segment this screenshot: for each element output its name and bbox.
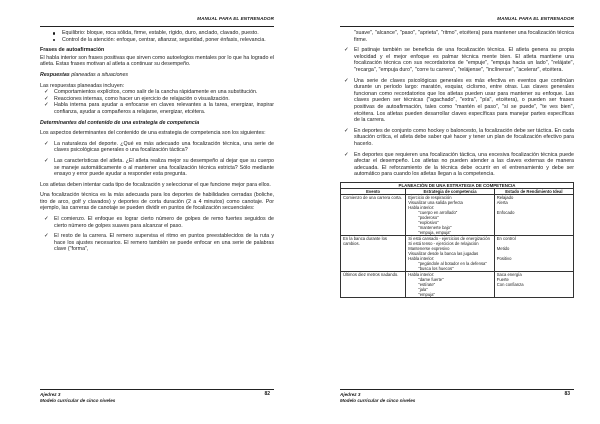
cell-line: Comienzo de una carrera corta.: [343, 194, 402, 200]
cell-line: Con confianza: [496, 281, 524, 287]
list-item: Equilibrio: bloque, roca sólida, firme, estable, rígido, duro, anclado, clavado, puesto.: [48, 30, 274, 37]
paragraph: Una focalización técnica es la más adecuada para los deportes de habilidades cerradas (boliche, tiro de arco, golf y clavados) y deportes de corta duración (2 a 4 minutos) como canotaje. Por ejemplo, las carreras de canotaje se pueden dividir en puntos de focalización secuenciales:: [40, 192, 274, 212]
footer-line: Ajedrez 3: [40, 392, 61, 397]
list-item: ✓ El patinaje también se beneficia de una focalización técnica. El atleta genera su propia velocidad y el mejor enfoque es palmar técnica mente bien. El atleta mantiene una focalización técnica con sus recordatorios de "empuje", "empuja hacia un lado", "relájate", "recarga", "empuja duro", "corre tu carrera", "relájense", "inclínense", "acelerar", etcétera.: [340, 47, 574, 73]
cell-line: En la banca durante los cambios.: [343, 235, 387, 246]
cell-line: "pegándole al botador en la defensa": [418, 260, 487, 266]
cell-line: Habla interior:: [408, 255, 435, 261]
right-page-body: [340, 30, 574, 298]
cell-line: Mantenerse expresivo: [408, 245, 450, 251]
cell-line: Saca energía: [496, 271, 522, 277]
section-heading: Frases de autoafirmación: [40, 47, 105, 54]
table-header: Evento: [341, 188, 406, 194]
cell-line: Habla interior:: [408, 271, 435, 277]
heading-bold: Respuestas: [40, 71, 70, 78]
cell-line: Si está tenso - ejercicios de relajación: [408, 240, 479, 246]
list-item: ✓ Reacciones internas, como hacer un ejercicio de relajación o visualización.: [40, 96, 274, 103]
cell-line: Últimos diez metros nadando.: [343, 271, 399, 277]
check-list: [40, 89, 274, 115]
list-item: ✓ Habla interna para ayudar a enfocarse en claves relevantes a la tarea, energizar, inspirar confianza, ayudar a compañeros a relajarse, energizar, etcétera.: [40, 102, 274, 115]
cell-line: "estírate": [418, 281, 436, 287]
table-cell: [406, 194, 495, 235]
list-item: ✓ El comienzo. El enfoque es lograr cierto número de golpes de remo fuertes seguidos de cierto número de golpes suaves para alcanzar el paso.: [40, 216, 274, 229]
page-footer: [340, 389, 574, 404]
check-list: [40, 216, 274, 253]
list-item: ✓ La naturaleza del deporte. ¿Qué es más adecuado una focalización técnica, una serie de claves psicológicas generales o una focalización táctica?: [40, 141, 274, 154]
table-title: PLANEACIÓN DE UNA ESTRATEGIA DE COMPETENCIA: [341, 182, 574, 188]
cell-line: Metido: [496, 245, 510, 251]
page-number: 83: [564, 391, 570, 397]
paragraph: Las respuestas planeadas incluyen:: [40, 82, 125, 89]
section-heading: [40, 72, 274, 79]
list-item: ✓ Una serie de claves psicológicas generales es más efectiva en eventos que continúan durante un período largo: maratón, esquiar, ciclismo, entre otras. Las claves generales funcionan como recordatorios que los atletas pueden usar para mantener su enfoque. Las claves pueden ser técnicas ("agachado", "extra", "pía", etcétera), o pueden ser frases positivas de autoafirmación, tales como "mantén el paso", "sí se puede", "te ves bien", etcétera. Los atletas pueden desarrollar claves específicas para manejar partes específicas de la carrera.: [340, 78, 574, 124]
strategy-table: [340, 182, 574, 298]
list-item: ✓ Comportamientos explícitos, como salir de la cancha rápidamente en una substitución.: [40, 89, 274, 96]
cell-line: En control: [496, 235, 516, 241]
list-item: ✓ En deportes que requieren una focalización táctica, una excesiva focalización técnica puede afectar el desempeño. Los atletas no pueden atender a las claves externas de manera adecuada. El reforzamiento de la técnica debe ocurrir en el entrenamiento y debe ser automático para cuando los atletas llegan a la competencia.: [340, 152, 574, 178]
paragraph: Los aspectos determinantes del contenido de una estrategia de competencia son los siguientes:: [40, 130, 266, 137]
cell-line: Habla interior:: [408, 204, 435, 210]
table-cell: [341, 235, 406, 271]
page-footer: [40, 389, 274, 404]
cell-line: "empuja, empuja": [418, 229, 452, 235]
table-header: Estado de Rendimiento Ideal: [494, 188, 573, 194]
table-cell: [406, 235, 495, 271]
cell-line: "busca los huecos": [418, 265, 454, 271]
cell-line: Enfocado: [496, 209, 515, 215]
paragraph: Los atletas deben intentar cada tipo de focalización y seleccionar el que funcione mejor para ellos.: [40, 181, 271, 188]
check-list: [40, 141, 274, 178]
cell-line: Visualizar una salida perfecta: [408, 199, 463, 205]
section-heading: Determinantes del contenido de una estrategia de competencia: [40, 119, 200, 126]
cell-line: Ejercicio de respiración: [408, 194, 452, 200]
cell-line: Si está cansado - ejercicios de energización: [408, 235, 490, 241]
table-row: [341, 194, 574, 235]
cell-line: Relajado: [496, 194, 514, 200]
cell-line: "cuerpo en arrollado": [418, 209, 458, 215]
list-item: ✓ En deportes de conjunto como hockey o baloncesto, la focalización debe ser táctica. En cada situación crítica, el atleta debe saber qué hacer y tener un plan de focalización efectivo para hacerlo.: [340, 128, 574, 148]
paragraph: "suave", "alcance", "paso", "aprieta", "ritmo", etcétera) para mantener una focalización técnica firme.: [354, 30, 574, 43]
list-item: ✓ Las características del atleta. ¿El atleta realiza mejor su desempeño al dejar que su cuerpo se maneje automáticamente o al mantener una focalización técnica estricta? Sólo mediante ensayo y error puede ayudar a responder esta pregunta.: [40, 158, 274, 178]
table-header: Estrategia de competencia: [406, 188, 495, 194]
table-cell: [341, 194, 406, 235]
cell-line: "jala": [418, 286, 428, 292]
running-header: MANUAL PARA EL ENTRENADOR: [340, 16, 574, 27]
cell-line: "mantenerte bajo": [418, 224, 452, 230]
table-row: [341, 271, 574, 297]
cell-line: "poderoso": [418, 214, 439, 220]
running-header: MANUAL PARA EL ENTRENADOR: [40, 16, 274, 27]
list-item: ✓ El resto de la carrera. El remero supervisa el ritmo en puntos preestablecidos de la ruta y hace los ajustes necesarios. El remero también se puede enfocar en una serie de palabras clave ("forma",: [40, 233, 274, 253]
table-cell: [406, 271, 495, 297]
cell-line: Alerta: [496, 199, 508, 205]
cell-line: Fuerte: [496, 276, 509, 282]
table-cell: [494, 235, 573, 271]
table-row: [341, 235, 574, 271]
heading-italic: planeadas a situaciones: [71, 71, 129, 78]
footer-line: Ajedrez 3: [340, 392, 361, 397]
page-number: 82: [264, 391, 270, 397]
footer-title: [40, 390, 274, 404]
cell-line: Visualizar desde la banca las jugadas: [408, 250, 479, 256]
list-item: Control de la atención: enfoque, centrar, afianzar, seguridad, poner énfasis, relevancia.: [48, 37, 274, 44]
footer-line: Modelo curricular de cinco niveles: [40, 397, 116, 403]
cell-line: "empuja": [418, 291, 435, 297]
right-page: [300, 0, 600, 424]
cell-line: Positivo: [496, 255, 512, 261]
table-cell: [494, 271, 573, 297]
left-page-body: [40, 30, 274, 257]
table-cell: [494, 194, 573, 235]
cell-line: "dame fuerte": [418, 276, 444, 282]
paragraph: El habla interior son frases positivas que sirven como autoelogios mentales por lo que ha logrado el atleta. Estas frases motivan al atleta a continuar su desempeño.: [40, 54, 274, 68]
footer-line: Modelo curricular de cinco niveles: [340, 397, 416, 403]
check-list: [340, 47, 574, 178]
cell-line: "explosivo": [418, 219, 439, 225]
footer-title: [340, 390, 574, 404]
bullet-list: [40, 30, 274, 43]
table-cell: [341, 271, 406, 297]
